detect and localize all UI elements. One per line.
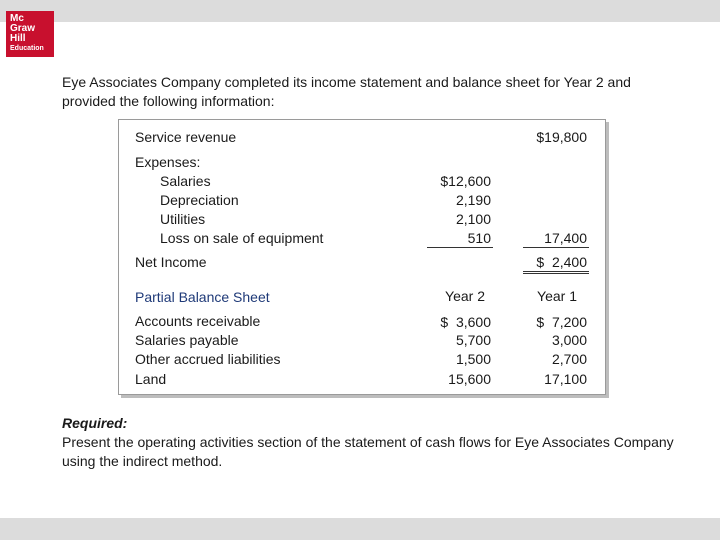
top-band (0, 0, 720, 22)
expense-salaries-label: Salaries (160, 173, 211, 189)
mcgraw-hill-logo (6, 11, 54, 57)
intro-text: Eye Associates Company completed its income statement and balance sheet for Year 2 and provided the following information: (62, 74, 631, 109)
financial-data-panel (118, 119, 606, 395)
row-ar-year1: $ 7,200 (536, 314, 587, 330)
row-label-other-accrued: Other accrued liabilities (135, 351, 281, 367)
expenses-underline (427, 247, 493, 248)
expense-utilities-label: Utilities (160, 211, 206, 227)
expense-loss-value: 510 (467, 230, 491, 246)
column-year-1: Year 1 (537, 288, 577, 304)
row-oal-year1: 2,700 (551, 351, 587, 367)
row-land-year1: 17,100 (544, 371, 587, 387)
required-text: Present the operating activities section of the statement of cash flows for Eye Associates Company using the indirect method. (62, 434, 674, 469)
net-income-double-underline-1 (523, 271, 589, 272)
expense-depreciation-value: 2,190 (455, 192, 491, 208)
column-year-2: Year 2 (445, 288, 485, 304)
row-sp-year2: 5,700 (455, 332, 491, 348)
expenses-label: Expenses: (135, 154, 201, 170)
row-land-year2: 15,600 (448, 371, 491, 387)
required-section (62, 414, 702, 471)
logo-line-1: Mc (10, 13, 24, 24)
balance-sheet-title: Partial Balance Sheet (135, 289, 270, 305)
row-ar-year2: $ 3,600 (440, 314, 491, 330)
logo-line-4: Education (10, 45, 44, 52)
total-underline (523, 247, 589, 248)
required-label: Required: (62, 415, 128, 431)
row-label-accounts-receivable: Accounts receivable (135, 313, 261, 329)
service-revenue-value: $19,800 (536, 129, 587, 145)
service-revenue-label: Service revenue (135, 129, 237, 145)
row-sp-year1: 3,000 (551, 332, 587, 348)
row-label-land: Land (135, 371, 167, 387)
expense-salaries-value: $12,600 (440, 173, 491, 189)
row-label-salaries-payable: Salaries payable (135, 332, 239, 348)
row-oal-year2: 1,500 (455, 351, 491, 367)
net-income-label: Net Income (135, 254, 207, 270)
expense-utilities-value: 2,100 (455, 211, 491, 227)
total-expenses-value: 17,400 (544, 230, 587, 246)
expense-depreciation-label: Depreciation (160, 192, 239, 208)
logo-line-3: Hill (10, 33, 26, 44)
net-income-value: $ 2,400 (536, 254, 587, 270)
logo-line-2: Graw (10, 23, 36, 34)
bottom-band (0, 518, 720, 540)
expense-loss-label: Loss on sale of equipment (160, 230, 324, 246)
net-income-double-underline-2 (523, 273, 589, 274)
